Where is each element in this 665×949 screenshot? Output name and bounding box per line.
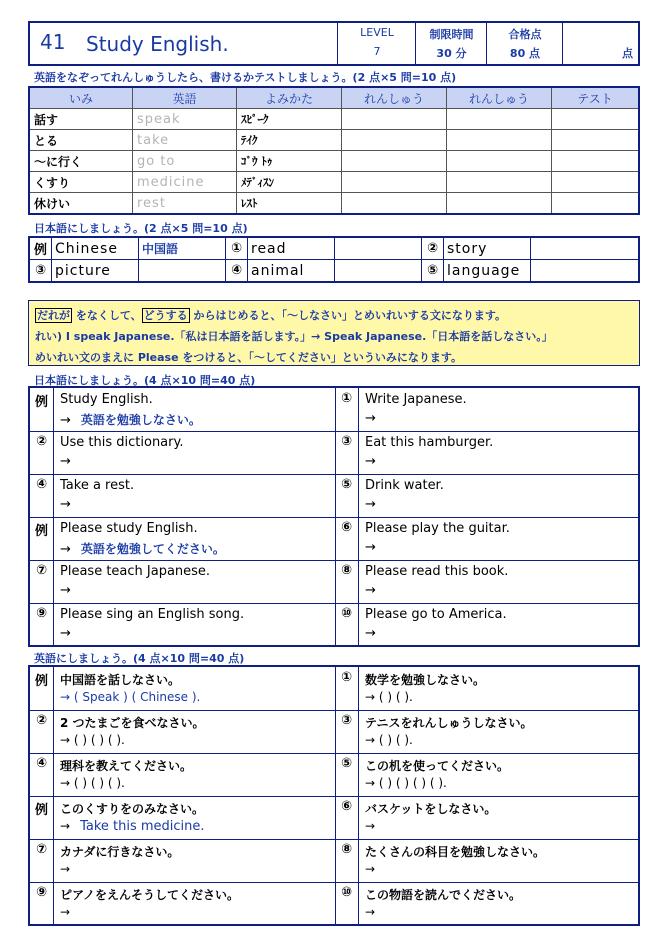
meaning-cell: とる: [29, 130, 133, 151]
table-row: [29, 260, 639, 283]
test-cell[interactable]: [552, 130, 640, 151]
reading-cell: ｺﾞｳ ﾄｩ: [237, 151, 342, 172]
arrow-icon: →: [365, 497, 376, 512]
word-cell: read: [248, 237, 335, 260]
meaning-cell: ～に行く: [29, 151, 133, 172]
question-text: ピアノをえんそうしてください。: [60, 888, 240, 902]
worksheet-header: [28, 21, 640, 66]
column-divider: [335, 560, 336, 603]
test-cell[interactable]: [552, 109, 640, 130]
exercise-row: [30, 839, 638, 883]
explain-text: からはじめると、「～しなさい」とめいれいする文になります。: [189, 309, 507, 322]
arrow-icon: →: [60, 583, 71, 598]
reading-cell: ｽﾋﾟｰｸ: [237, 109, 342, 130]
answer-text: → ( ) ( ).: [365, 733, 413, 747]
arrow-icon: →: [365, 862, 376, 876]
word-cell: picture: [52, 260, 139, 283]
answer-cell[interactable]: [139, 260, 226, 283]
exercise-item: [335, 388, 638, 431]
col-header: よみかた: [237, 87, 342, 109]
exercise-item: [30, 753, 335, 796]
item-number: 例: [30, 796, 54, 839]
score-unit: 点: [622, 47, 633, 60]
table-row: [29, 109, 639, 130]
exercise-item: [335, 796, 638, 839]
exercise-item: [30, 603, 335, 646]
question-text: バスケットをしなさい。: [365, 802, 497, 816]
answer-line[interactable]: [365, 690, 413, 704]
practice-cell[interactable]: [342, 151, 447, 172]
item-number: ①: [226, 237, 248, 260]
item-number: ②: [30, 710, 54, 753]
arrow-icon: →: [60, 454, 71, 469]
column-divider: [335, 796, 336, 839]
word-cell: animal: [248, 260, 335, 283]
question-text: カナダに行きなさい。: [60, 845, 180, 859]
answer-line[interactable]: [60, 690, 200, 704]
answer-line[interactable]: [60, 540, 225, 557]
explain-line-1: [35, 305, 633, 326]
explain-text: をなくして、: [72, 309, 142, 322]
exercise-item: [30, 796, 335, 839]
grammar-explanation-box: [28, 300, 640, 366]
english-trace-cell[interactable]: speak: [133, 109, 237, 130]
test-cell[interactable]: [552, 193, 640, 215]
answer-line[interactable]: [60, 776, 125, 790]
arrow-icon: →: [60, 905, 71, 919]
word-cell: story: [444, 237, 531, 260]
arrow-icon: →: [365, 626, 376, 641]
item-number: 例: [30, 667, 54, 710]
column-divider: [335, 839, 336, 882]
question-text: 2 つたまごを食べなさい。: [60, 716, 205, 730]
arrow-icon: →: [365, 819, 376, 833]
exercise-item: [30, 474, 335, 517]
exercise-row: [30, 882, 638, 925]
column-divider: [335, 431, 336, 474]
answer-cell[interactable]: [335, 260, 422, 283]
item-number: ④: [30, 474, 54, 517]
question-text: Write Japanese.: [365, 392, 467, 407]
arrow-icon: →: [365, 905, 376, 919]
arrow-icon: →: [60, 862, 71, 876]
item-number: ②: [30, 431, 54, 474]
keyword-who: だれが: [37, 309, 70, 322]
item-number: ⑤: [335, 753, 359, 796]
exercise-item: [335, 667, 638, 710]
practice-cell[interactable]: [342, 172, 447, 193]
practice-cell[interactable]: [447, 172, 552, 193]
column-divider: [335, 388, 336, 431]
arrow-icon: →: [60, 542, 71, 557]
question-text: Drink water.: [365, 478, 444, 493]
answer-text: → ( Speak ) ( Chinese ).: [60, 690, 201, 704]
practice-cell[interactable]: [342, 109, 447, 130]
table-row: [29, 172, 639, 193]
exercise-item: [335, 560, 638, 603]
english-to-japanese-grid: [28, 386, 640, 647]
answer-text: 英語を勉強しなさい。: [80, 413, 201, 427]
question-text: Please read this book.: [365, 564, 509, 579]
item-number: ④: [30, 753, 54, 796]
exercise-item: [30, 839, 335, 882]
answer-line[interactable]: [365, 583, 386, 598]
explain-line-2: れい) I speak Japanese.「私は日本語を話します。」→ Speak Japanese.「日本語を話しなさい。」: [35, 330, 553, 343]
japanese-to-english-grid: [28, 665, 640, 926]
exercise-item: [335, 710, 638, 753]
answer-cell[interactable]: [335, 237, 422, 260]
reading-cell: ﾚｽﾄ: [237, 193, 342, 215]
exercise-item: [335, 603, 638, 646]
answer-line[interactable]: [60, 733, 125, 747]
col-header: 英語: [133, 87, 237, 109]
column-divider: [335, 474, 336, 517]
exercise-row: [30, 517, 638, 561]
item-number: ⑩: [335, 882, 359, 925]
item-number: ⑩: [335, 603, 359, 646]
time-label: 制限時間: [429, 28, 474, 41]
question-text: テニスをれんしゅうしなさい。: [365, 716, 533, 730]
english-trace-cell[interactable]: go to: [133, 151, 237, 172]
column-divider: [335, 882, 336, 925]
answer-text: → ( ) ( ).: [365, 690, 413, 704]
item-number: ⑤: [422, 260, 444, 283]
vocab-practice-table: [28, 86, 640, 215]
pass-value: 80 点: [509, 47, 541, 60]
practice-cell[interactable]: [342, 193, 447, 215]
exercise-row: [30, 603, 638, 646]
question-text: Please study English.: [60, 521, 198, 536]
question-text: Take a rest.: [60, 478, 135, 493]
answer-line[interactable]: [60, 411, 201, 428]
meaning-cell: 休けい: [29, 193, 133, 215]
question-text: Please go to America.: [365, 607, 507, 622]
exercise-item: [30, 667, 335, 710]
answer-line[interactable]: [365, 819, 385, 834]
answer-line[interactable]: [60, 454, 81, 469]
question-text: Please teach Japanese.: [60, 564, 211, 579]
lesson-number: 41: [40, 30, 66, 54]
column-divider: [335, 603, 336, 646]
answer-text: 英語を勉強してください。: [80, 542, 225, 556]
exercise-row: [30, 388, 638, 432]
exercise-item: [30, 710, 335, 753]
exercise-row: [30, 667, 638, 711]
item-number: ⑧: [335, 560, 359, 603]
question-text: Use this dictionary.: [60, 435, 184, 450]
arrow-icon: →: [365, 411, 376, 426]
exercise-row: [30, 796, 638, 840]
time-value: 30 分: [436, 47, 467, 60]
answer-line[interactable]: [365, 733, 413, 747]
item-number: ②: [422, 237, 444, 260]
arrow-icon: →: [60, 413, 71, 428]
item-number: ⑧: [335, 839, 359, 882]
exercise-row: [30, 753, 638, 797]
exercise-row: [30, 710, 638, 754]
answer-line[interactable]: [60, 819, 205, 834]
pass-cell: [486, 23, 563, 64]
question-text: 中国語を話しなさい。: [60, 673, 181, 687]
section4-instruction: 英語にしましょう。(4 点×10 問=40 点): [34, 652, 245, 665]
table-row: [29, 237, 639, 260]
arrow-icon: →: [365, 454, 376, 469]
question-text: この机を使ってください。: [365, 759, 510, 773]
question-text: Study English.: [60, 392, 153, 407]
item-number: ③: [29, 260, 52, 283]
exercise-row: [30, 560, 638, 604]
answer-line[interactable]: [365, 540, 386, 555]
question-text: このくすりをのみなさい。: [60, 802, 205, 816]
word-cell: language: [444, 260, 531, 283]
column-divider: [335, 710, 336, 753]
question-text: たくさんの科目を勉強しなさい。: [365, 845, 546, 859]
exercise-item: [30, 517, 335, 560]
col-header: れんしゅう: [447, 87, 552, 109]
col-header: いみ: [29, 87, 133, 109]
exercise-item: [30, 431, 335, 474]
exercise-item: [30, 560, 335, 603]
question-text: Please sing an English song.: [60, 607, 245, 622]
question-text: 数学を勉強しなさい。: [365, 673, 486, 687]
item-number: ③: [335, 431, 359, 474]
exercise-item: [335, 431, 638, 474]
section3-instruction: 日本語にしましょう。(4 点×10 問=40 点): [34, 374, 256, 387]
item-number: 例: [29, 237, 52, 260]
column-divider: [335, 667, 336, 710]
table-row: [29, 130, 639, 151]
exercise-item: [335, 474, 638, 517]
item-number: ④: [226, 260, 248, 283]
arrow-icon: →: [365, 583, 376, 598]
item-number: 例: [30, 388, 54, 431]
item-number: ⑤: [335, 474, 359, 517]
item-number: ⑥: [335, 517, 359, 560]
time-cell: [415, 23, 487, 64]
answer-line[interactable]: [60, 583, 81, 598]
item-number: ①: [335, 667, 359, 710]
answer-text: → ( ) ( ) ( ).: [60, 776, 125, 790]
answer-line[interactable]: [365, 626, 386, 641]
practice-cell[interactable]: [342, 130, 447, 151]
arrow-icon: →: [365, 540, 376, 555]
answer-line[interactable]: [365, 905, 385, 920]
meaning-cell: 話す: [29, 109, 133, 130]
test-cell[interactable]: [552, 151, 640, 172]
answer-text: → ( ) ( ) ( ).: [60, 733, 125, 747]
practice-cell[interactable]: [447, 109, 552, 130]
item-number: ⑥: [335, 796, 359, 839]
arrow-icon: →: [60, 819, 71, 833]
exercise-item: [30, 882, 335, 925]
item-number: ⑦: [30, 839, 54, 882]
table-row: [29, 151, 639, 172]
item-number: ⑨: [30, 882, 54, 925]
exercise-item: [335, 882, 638, 925]
exercise-item: [335, 753, 638, 796]
practice-cell[interactable]: [447, 151, 552, 172]
practice-cell[interactable]: [447, 130, 552, 151]
answer-line[interactable]: [365, 776, 447, 790]
english-trace-cell[interactable]: take: [133, 130, 237, 151]
question-text: Eat this hamburger.: [365, 435, 494, 450]
practice-cell[interactable]: [447, 193, 552, 215]
answer-cell[interactable]: 中国語: [139, 237, 226, 260]
table-row: [29, 193, 639, 215]
reading-cell: ﾃｲｸ: [237, 130, 342, 151]
explain-line-3: めいれい文のまえに Please をつけると、「～してください」といういみになります。: [35, 351, 463, 364]
answer-line[interactable]: [60, 497, 81, 512]
english-trace-cell[interactable]: rest: [133, 193, 237, 215]
table-header-row: [29, 87, 639, 109]
answer-line[interactable]: [365, 411, 386, 426]
answer-text: → ( ) ( ) ( ) ( ).: [365, 776, 447, 790]
section1-instruction: 英語をなぞってれんしゅうしたら、書けるかテストしましょう。(2 点×5 問=10 点): [34, 71, 457, 84]
meaning-cell: くすり: [29, 172, 133, 193]
item-number: ⑨: [30, 603, 54, 646]
answer-line[interactable]: [60, 862, 80, 877]
word-cell: Chinese: [52, 237, 139, 260]
lesson-title: Study English.: [86, 32, 229, 56]
col-header: テスト: [552, 87, 640, 109]
score-cell[interactable]: [562, 23, 639, 64]
item-number: ⑦: [30, 560, 54, 603]
level-value: 7: [373, 45, 381, 58]
column-divider: [335, 753, 336, 796]
exercise-item: [335, 839, 638, 882]
section2-instruction: 日本語にしましょう。(2 点×5 問=10 点): [34, 222, 248, 235]
answer-cell[interactable]: [531, 260, 640, 283]
exercise-item: [30, 388, 335, 431]
column-divider: [335, 517, 336, 560]
item-number: ①: [335, 388, 359, 431]
exercise-row: [30, 431, 638, 475]
arrow-icon: →: [60, 626, 71, 641]
arrow-icon: →: [60, 497, 71, 512]
reading-cell: ﾒﾃﾞｨｽﾝ: [237, 172, 342, 193]
answer-cell[interactable]: [531, 237, 640, 260]
item-number: ③: [335, 710, 359, 753]
level-label: LEVEL: [360, 26, 394, 39]
item-number: 例: [30, 517, 54, 560]
keyword-do: どうする: [143, 309, 188, 322]
question-text: 理科を教えてください。: [60, 759, 193, 773]
answer-line[interactable]: [60, 905, 80, 920]
exercise-item: [335, 517, 638, 560]
word-translate-table: [28, 236, 640, 283]
question-text: Please play the guitar.: [365, 521, 510, 536]
answer-line[interactable]: [365, 862, 385, 877]
answer-line[interactable]: [60, 626, 81, 641]
col-header: れんしゅう: [342, 87, 447, 109]
pass-label: 合格点: [508, 28, 542, 41]
english-trace-cell[interactable]: medicine: [133, 172, 237, 193]
answer-text: Take this medicine.: [80, 819, 205, 834]
answer-line[interactable]: [365, 454, 386, 469]
answer-line[interactable]: [365, 497, 386, 512]
exercise-row: [30, 474, 638, 518]
test-cell[interactable]: [552, 172, 640, 193]
question-text: この物語を読んでください。: [365, 888, 522, 902]
level-cell: [337, 23, 416, 64]
